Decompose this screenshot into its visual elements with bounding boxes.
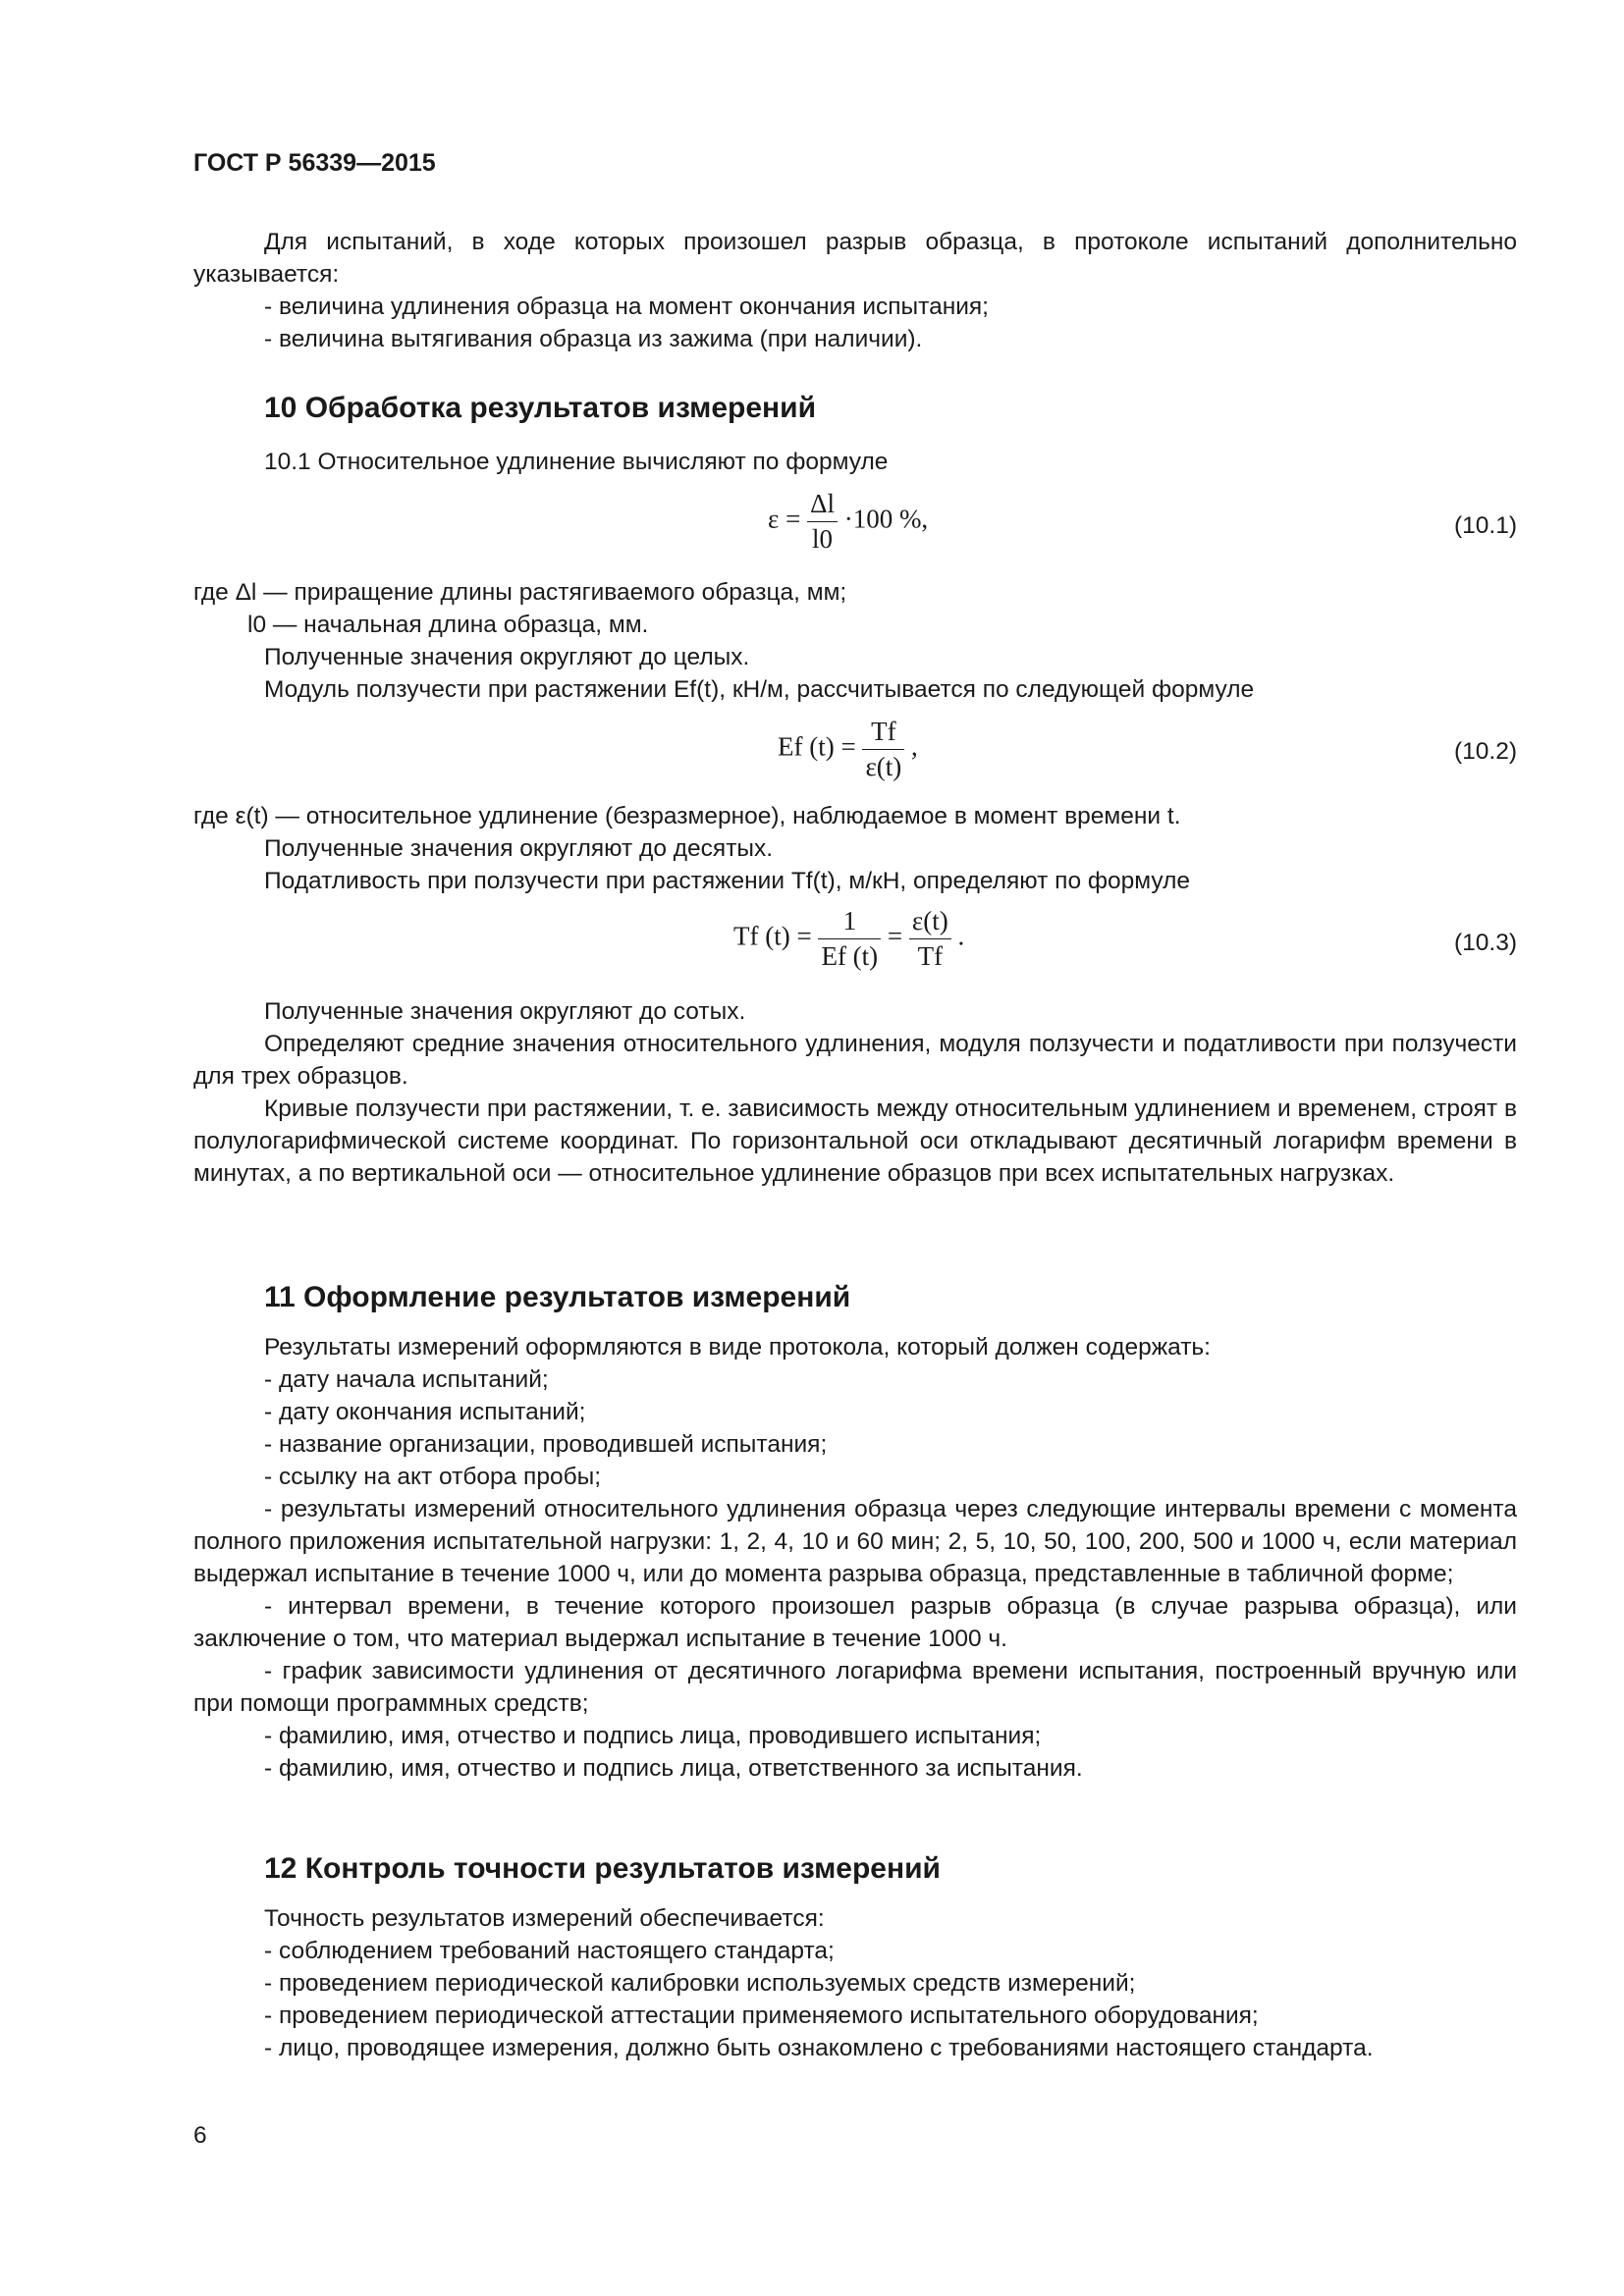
section-10 (193, 389, 1517, 1190)
formula-10-1 (193, 488, 1517, 576)
s11-paragraph: Результаты измерений оформляются в виде протокола, который должен содержать: (264, 1334, 1211, 1361)
list-item: - ссылку на акт отбора пробы; (264, 1464, 602, 1490)
s12-paragraph: Точность результатов измерений обеспечивается: (264, 1905, 825, 1932)
list-item: - дату начала испытаний; (264, 1366, 549, 1393)
s10-paragraph: Модуль ползучести при растяжении Ef(t), кН/м, рассчитывается по следующей формуле (264, 676, 1255, 703)
list-item: - фамилию, имя, отчество и подпись лица, ответственного за испытания. (264, 1755, 1083, 1782)
s10-paragraph: Полученные значения округляют до сотых. (264, 998, 746, 1025)
section-11 (193, 1278, 1517, 1785)
where-clause: где Δl — приращение длины растягиваемого образца, мм; (193, 579, 847, 606)
formula-number: (10.1) (1453, 512, 1517, 539)
list-item: - дату окончания испытаний; (264, 1399, 586, 1425)
section-12-title: 12 Контроль точности результатов измерений (264, 1852, 941, 1885)
section-11-title: 11 Оформление результатов измерений (264, 1281, 851, 1313)
list-item: - величина удлинения образца на момент окончания испытания; (264, 294, 989, 320)
formula-10-1-expression: ε = $\frac{\Delta l}{l0}$ ·100 %, (768, 489, 929, 554)
where-clause: где ε(t) — относительное удлинение (безразмерное), наблюдаемое в момент времени t. (193, 803, 1181, 829)
page-number: 6 (193, 2122, 207, 2149)
formula-10-2-expression: Ef (t) = $\frac{Tf}{\varepsilon(t)}$ , (778, 717, 918, 781)
list-item: - график зависимости удлинения от десятичного логарифма времени испытания, построенный вручную или при помощи программных средств; (193, 1658, 1517, 1717)
list-item: - лицо, проводящее измерения, должно быть ознакомлено с требованиями настоящего стандарта. (264, 2035, 1374, 2061)
fraction: $\frac{Tf}{\varepsilon(t)}$ (862, 716, 904, 783)
list-item: - проведением периодической аттестации применяемого испытательного оборудования; (264, 2002, 1259, 2029)
list-item: - результаты измерений относительного удлинения образца через следующие интервалы времени с момента полного приложения испытательной нагрузки: 1, 2, 4, 10 и 60 мин; 2, 5, 10, 50, 100, 200, 500 и 1000 ч, если материал выдержал испытание в течение 1000 ч, или до момента разрыва образца, представленные в табличной форме; (193, 1496, 1517, 1587)
list-item: - величина вытягивания образца из зажима (при наличии). (264, 326, 923, 352)
s10-paragraph: Определяют средние значения относительного удлинения, модуля ползучести и податливости при ползучести для трех образцов. (193, 1031, 1517, 1090)
formula-number: (10.3) (1453, 930, 1517, 956)
list-item: - фамилию, имя, отчество и подпись лица, проводившего испытания; (264, 1723, 1042, 1749)
formula-10-2 (193, 716, 1517, 800)
fraction: $\frac{1}{Ef (t)}$ (818, 905, 881, 973)
formula-number: (10.2) (1453, 738, 1517, 765)
fraction: $\frac{\varepsilon(t)}{Tf}$ (909, 905, 951, 973)
list-item: - проведением периодической калибровки используемых средств измерений; (264, 1970, 1136, 1997)
where-clause: l0 — начальная длина образца, мм. (247, 612, 649, 638)
intro-block (193, 226, 1517, 355)
formula-10-3-expression: Tf (t) = $\frac{1}{Ef (t)}$ = $\frac{\varepsilon(t)}{Tf}$ . (733, 906, 965, 971)
s10-paragraph: Податливость при ползучести при растяжении Tf(t), м/кН, определяют по формуле (264, 868, 1191, 894)
s10-paragraph: Полученные значения округляют до целых. (264, 644, 750, 670)
s10-paragraph: Кривые ползучести при растяжении, т. е. зависимость между относительным удлинением и временем, строят в полулогарифмической системе координат. По горизонтальной оси откладывают десятичный логарифм времени в минутах, а по вертикальной оси — относительное удлинение образцов при всех испытательных нагрузках. (193, 1095, 1517, 1187)
list-item: - название организации, проводившей испытания; (264, 1431, 828, 1458)
formula-10-3 (193, 905, 1517, 995)
s10-paragraph: Полученные значения округляют до десятых. (264, 835, 774, 862)
section-10-title: 10 Обработка результатов измерений (264, 392, 817, 424)
standard-header: ГОСТ Р 56339—2015 (193, 149, 436, 177)
s10-paragraph-1: 10.1 Относительное удлинение вычисляют по формуле (264, 449, 889, 475)
list-item: - интервал времени, в течение которого произошел разрыв образца (в случае разрыва образца), или заключение о том, что материал выдержал испытание в течение 1000 ч. (193, 1593, 1517, 1652)
intro-paragraph: Для испытаний, в ходе которых произошел разрыв образца, в протоколе испытаний дополнительно указывается: (193, 229, 1517, 288)
section-12 (193, 1849, 1517, 2064)
fraction: $\frac{\Delta l}{l0}$ (807, 488, 838, 556)
list-item: - соблюдением требований настоящего стандарта; (264, 1938, 835, 1964)
